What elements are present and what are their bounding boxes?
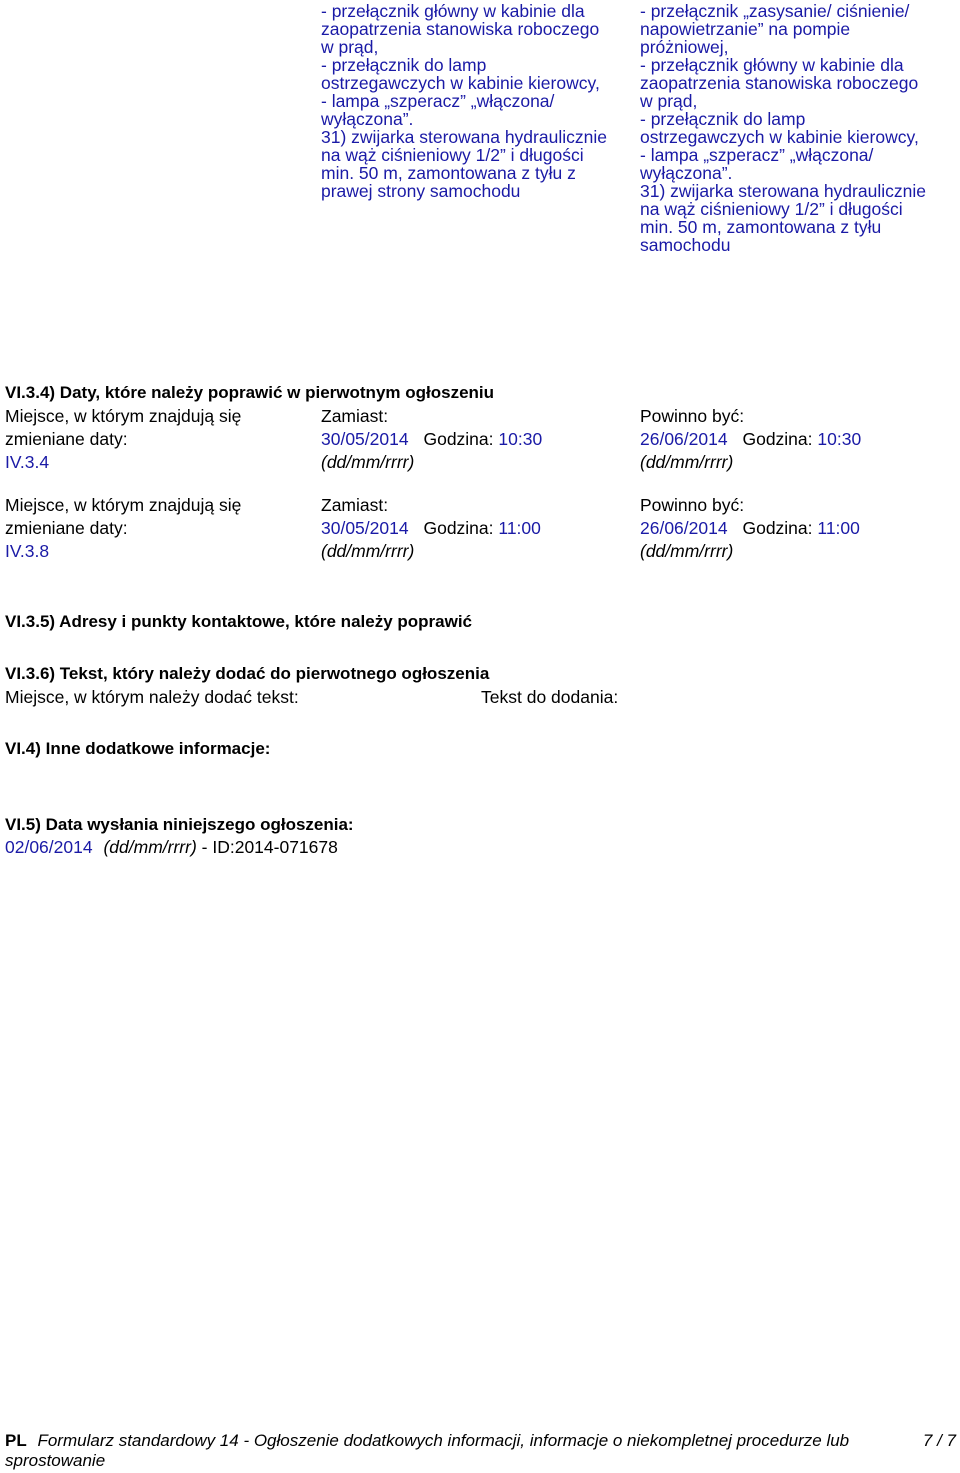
footer [5, 1431, 955, 1451]
page-number: 7 / 7 [922, 1431, 956, 1450]
place-label: Miejsce, w którym znajdują się [5, 406, 242, 426]
right-column-text [640, 2, 926, 254]
left-line: - przełącznik główny w kabinie dla [321, 1, 585, 21]
right-line: próżniowej, [640, 37, 729, 57]
should-label: Powinno być: [640, 495, 745, 515]
date-format: (dd/mm/rrrr) [640, 452, 734, 472]
section-heading-vi5: VI.5) Data wysłania niniejszego ogłoszenia: [5, 815, 354, 834]
footer-title: Formularz standardowy 14 - Ogłoszenie dodatkowych informacji, informacje o niekompletnej procedurze lub [37, 1431, 850, 1450]
time-label: Godzina: [423, 518, 494, 538]
notice-id: - ID:2014-071678 [201, 837, 338, 857]
should-label: Powinno być: [640, 406, 745, 426]
place-label: zmieniane daty: [5, 429, 128, 449]
right-line: - przełącznik do lamp [640, 109, 806, 129]
place-value: IV.3.4 [5, 452, 50, 472]
left-line: zaopatrzenia stanowiska roboczego [321, 19, 600, 39]
should-time: 10:30 [817, 429, 862, 449]
right-line: w prąd, [640, 91, 698, 111]
instead-date: 30/05/2014 [321, 518, 409, 538]
instead-time: 11:00 [498, 518, 541, 538]
section-heading-vi35: VI.3.5) Adresy i punkty kontaktowe, które należy poprawić [5, 612, 473, 631]
left-line: ostrzegawczych w kabinie kierowcy, [321, 73, 600, 93]
time-label: Godzina: [742, 518, 813, 538]
section-heading-vi36: VI.3.6) Tekst, który należy dodać do pierwotnego ogłoszenia [5, 664, 490, 683]
should-time: 11:00 [817, 518, 860, 538]
left-line: min. 50 m, zamontowana z tyłu z [321, 163, 576, 183]
place-label: Miejsce, w którym znajdują się [5, 495, 242, 515]
date-format: (dd/mm/rrrr) [321, 452, 415, 472]
left-line: wyłączona”. [321, 109, 414, 129]
footer-language: PL [5, 1431, 27, 1450]
footer-title-cont: sprostowanie [5, 1451, 106, 1470]
left-line: - przełącznik do lamp [321, 55, 487, 75]
should-datetime [640, 517, 860, 539]
should-date: 26/06/2014 [640, 518, 728, 538]
date-format: (dd/mm/rrrr) [640, 541, 734, 561]
left-line: 31) zwijarka sterowana hydraulicznie [321, 127, 607, 147]
right-line: - przełącznik główny w kabinie dla [640, 55, 904, 75]
section-heading-vi34: VI.3.4) Daty, które należy poprawić w pierwotnym ogłoszeniu [5, 383, 495, 402]
section-heading-vi4: VI.4) Inne dodatkowe informacje: [5, 739, 271, 758]
should-date: 26/06/2014 [640, 429, 728, 449]
instead-datetime [321, 517, 541, 539]
right-line: samochodu [640, 235, 731, 255]
right-line: - lampa „szperacz” „włączona/ [640, 145, 874, 165]
instead-label: Zamiast: [321, 495, 389, 515]
instead-time: 10:30 [498, 429, 543, 449]
right-line: 31) zwijarka sterowana hydraulicznie [640, 181, 926, 201]
instead-label: Zamiast: [321, 406, 389, 426]
right-line: wyłączona”. [640, 163, 733, 183]
place-label: zmieniane daty: [5, 518, 128, 538]
date-format: (dd/mm/rrrr) [103, 837, 197, 857]
right-line: ostrzegawczych w kabinie kierowcy, [640, 127, 919, 147]
left-line: - lampa „szperacz” „włączona/ [321, 91, 555, 111]
left-column-text [321, 2, 607, 200]
place-value: IV.3.8 [5, 541, 50, 561]
add-text-label: Tekst do dodania: [481, 687, 619, 707]
right-line: - przełącznik „zasysanie/ ciśnienie/ [640, 1, 910, 21]
left-line: na wąż ciśnieniowy 1/2” i długości [321, 145, 584, 165]
dispatch-date-line [5, 836, 338, 858]
dispatch-date: 02/06/2014 [5, 837, 93, 857]
left-line: prawej strony samochodu [321, 181, 521, 201]
add-text-place-label: Miejsce, w którym należy dodać tekst: [5, 687, 299, 707]
right-line: zaopatrzenia stanowiska roboczego [640, 73, 919, 93]
right-line: min. 50 m, zamontowana z tyłu [640, 217, 882, 237]
right-line: napowietrzanie” na pompie [640, 19, 851, 39]
time-label: Godzina: [423, 429, 494, 449]
date-format: (dd/mm/rrrr) [321, 541, 415, 561]
left-line: w prąd, [321, 37, 379, 57]
right-line: na wąż ciśnieniowy 1/2” i długości [640, 199, 903, 219]
instead-datetime [321, 428, 542, 450]
instead-date: 30/05/2014 [321, 429, 409, 449]
time-label: Godzina: [742, 429, 813, 449]
should-datetime [640, 428, 861, 450]
